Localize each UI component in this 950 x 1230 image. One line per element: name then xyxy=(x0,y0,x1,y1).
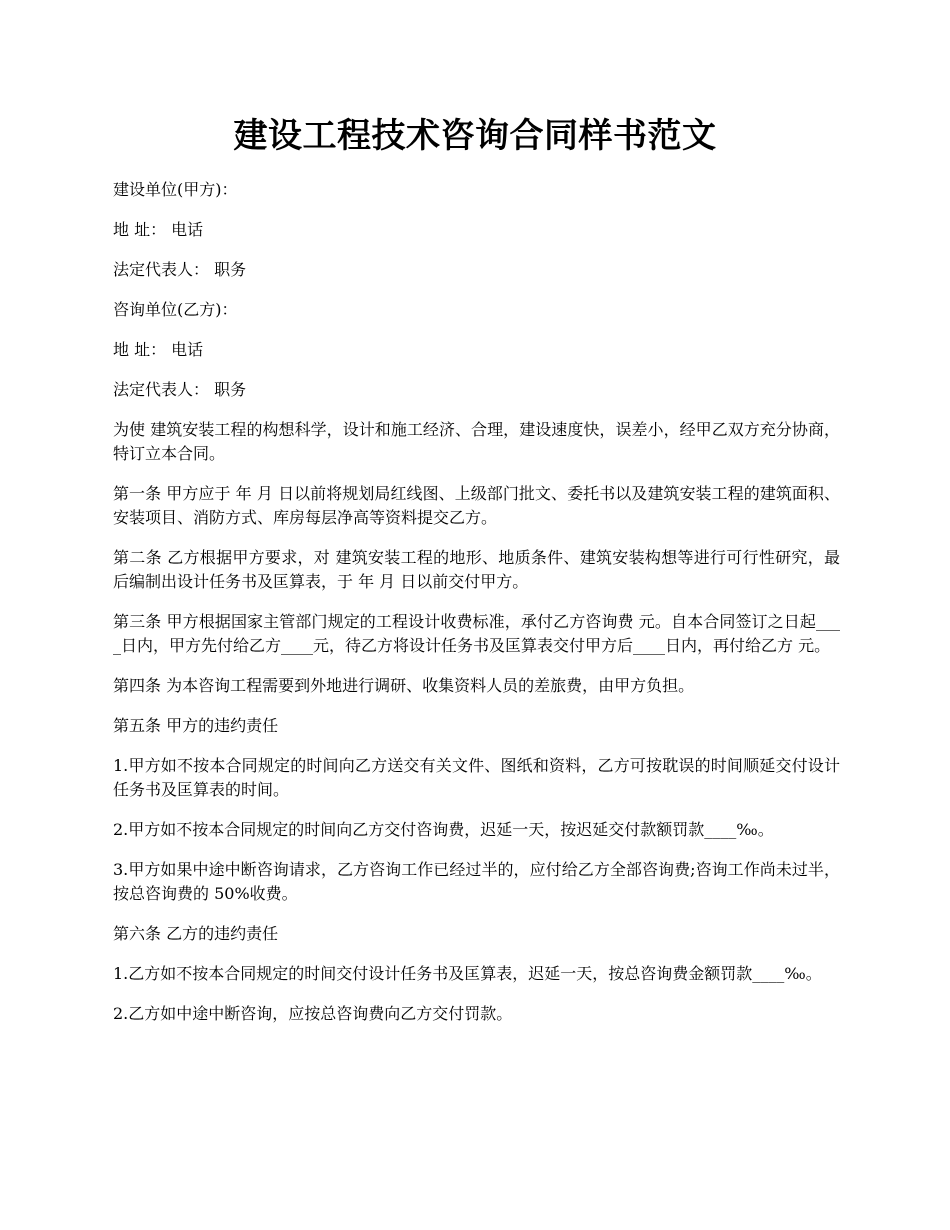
party-a-address: 地 址： 电话 xyxy=(113,220,204,239)
document-title: 建设工程技术咨询合同样书范文 xyxy=(233,116,717,156)
party-b-representative: 法定代表人： 职务 xyxy=(113,380,247,399)
article-3: 第三条 甲方根据国家主管部门规定的工程设计收费标准，承付乙方咨询费 元。自本合同签订之日起____日内，甲方先付给乙方____元，待乙方将设计任务书及匡算表交付甲方后____日内，再付给乙方 元。 xyxy=(113,612,840,655)
article-5-clause-2: 2.甲方如不按本合同规定的时间向乙方交付咨询费，迟延一天，按迟延交付款额罚款____‰。 xyxy=(113,820,774,839)
article-5-heading: 第五条 甲方的违约责任 xyxy=(113,716,279,735)
article-6-clause-1: 1.乙方如不按本合同规定的时间交付设计任务书及匡算表，迟延一天，按总咨询费金额罚款____‰。 xyxy=(113,964,822,983)
article-4: 第四条 为本咨询工程需要到外地进行调研、收集资料人员的差旅费，由甲方负担。 xyxy=(113,676,695,695)
article-2: 第二条 乙方根据甲方要求，对 建筑安装工程的地形、地质条件、建筑安装构想等进行可行性研究，最后编制出设计任务书及匡算表，于 年 月 日以前交付甲方。 xyxy=(113,548,840,591)
article-6-heading: 第六条 乙方的违约责任 xyxy=(113,924,279,943)
party-b-name: 咨询单位(乙方)： xyxy=(113,300,238,319)
article-6-clause-2: 2.乙方如中途中断咨询，应按总咨询费向乙方交付罚款。 xyxy=(113,1004,513,1023)
party-b-address: 地 址： 电话 xyxy=(113,340,204,359)
party-a-name: 建设单位(甲方)： xyxy=(113,180,238,199)
preamble-paragraph: 为使 建筑安装工程的构想科学，设计和施工经济、合理，建设速度快，误差小，经甲乙双方充分协商，特订立本合同。 xyxy=(113,420,840,463)
article-1: 第一条 甲方应于 年 月 日以前将规划局红线图、上级部门批文、委托书以及建筑安装工程的建筑面积、安装项目、消防方式、库房每层净高等资料提交乙方。 xyxy=(113,484,840,527)
document-body xyxy=(113,178,840,1042)
article-5-clause-1: 1.甲方如不按本合同规定的时间向乙方送交有关文件、图纸和资料，乙方可按耽误的时间顺延交付设计任务书及匡算表的时间。 xyxy=(113,756,840,799)
party-a-representative: 法定代表人： 职务 xyxy=(113,260,247,279)
article-5-clause-3: 3.甲方如果中途中断咨询请求，乙方咨询工作已经过半的，应付给乙方全部咨询费;咨询工作尚未过半，按总咨询费的 50%收费。 xyxy=(113,860,840,903)
